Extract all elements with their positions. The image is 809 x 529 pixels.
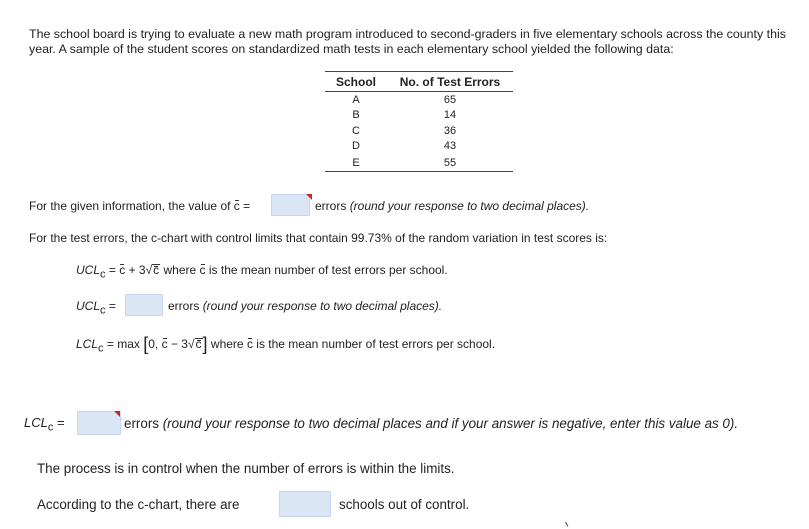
sqrt-radicand [152, 264, 160, 276]
ucl-answer-lhs: UCL [76, 299, 101, 313]
school-cell: A [352, 93, 360, 106]
ucl-formula [76, 263, 448, 280]
school-cell: B [352, 109, 360, 122]
ucl-suffix-line [168, 299, 442, 313]
lcl-zero: 0, [148, 337, 159, 351]
lcl-suffix-line [124, 416, 738, 431]
right-bracket-icon: ] [202, 334, 208, 354]
sqrt-icon: √ [145, 263, 153, 277]
ucl-answer-eq: = [108, 299, 116, 313]
errors-cell: 43 [443, 140, 457, 153]
table-row [325, 154, 513, 172]
lcl-answer-suffix: errors [124, 416, 159, 431]
errors-cell: 65 [443, 93, 457, 106]
ucl-sub: c [100, 268, 106, 281]
ucl-lhs: UCL [76, 263, 101, 277]
lcl-answer-note: (round your response to two decimal places and if your answer is negative, enter this value as 0). [162, 416, 739, 431]
lcl-where: where [210, 337, 244, 351]
sqrt-radicand [195, 338, 203, 350]
q1-prefix: For the given information, the value of [29, 199, 231, 213]
c-bar-symbol: c [161, 337, 168, 351]
ucl-input[interactable] [125, 294, 163, 316]
table-row [325, 92, 513, 108]
table-row [325, 108, 513, 124]
chart-intro: For the test errors, the c-chart with control limits that contain 99.73% of the random variation in test scores is: [29, 231, 608, 245]
ucl-answer-suffix: errors [168, 299, 200, 313]
ucl-where: where [163, 263, 197, 277]
school-cell: E [325, 154, 387, 172]
c-bar-symbol: c [153, 263, 160, 277]
school-cell: C [352, 124, 360, 137]
problem-intro: The school board is trying to evaluate a new math program introduced to second-graders in five elementary schools across the county this year. A sample of the student scores on standardized math tests in each elementary school yielded the following data: [29, 27, 786, 56]
lcl-lhs: LCL [76, 337, 99, 351]
lcl-formula [76, 334, 495, 355]
ucl-eq: = [108, 263, 116, 277]
data-table [325, 71, 513, 172]
header-school: School [325, 72, 387, 92]
q1-eq: = [243, 199, 251, 213]
lcl-desc: is the mean number of test errors per school. [256, 337, 496, 351]
ucl-answer-sub: c [100, 304, 106, 317]
table-row [325, 139, 513, 155]
q1-note: (round your response to two decimal places). [349, 199, 590, 213]
out-of-control-suffix: schools out of control. [339, 497, 470, 512]
ucl-answer-label [76, 299, 116, 316]
lcl-minus: − 3 [170, 337, 188, 351]
c-bar-symbol: c [119, 263, 126, 277]
lcl-answer-lhs: LCL [24, 415, 48, 430]
lcl-sub: c [98, 342, 104, 355]
ucl-plus: + 3 [128, 263, 146, 277]
table-header-row [325, 72, 513, 92]
q1-line [29, 199, 250, 213]
lcl-answer-label [24, 415, 65, 434]
out-of-control-prefix: According to the c-chart, there are [37, 497, 240, 512]
lcl-eq: = max [106, 337, 140, 351]
c-bar-input[interactable] [271, 194, 310, 216]
error-flag-icon [306, 194, 312, 200]
q1-suffix: errors [315, 199, 347, 213]
lcl-answer-eq: = [56, 415, 65, 430]
lcl-answer-sub: c [47, 421, 54, 434]
c-bar-symbol: c [233, 199, 240, 213]
table-row [325, 123, 513, 139]
sqrt-icon: √ [187, 337, 195, 351]
ucl-desc: is the mean number of test errors per school. [208, 263, 448, 277]
q1-suffix-line [315, 199, 589, 213]
errors-cell: 14 [443, 109, 457, 122]
left-bracket-icon: [ [143, 334, 149, 354]
errors-cell: 36 [443, 124, 457, 137]
errors-cell: 55 [387, 154, 513, 172]
c-bar-symbol: c [199, 263, 206, 277]
header-errors: No. of Test Errors [387, 72, 513, 92]
process-text: The process is in control when the number of errors is within the limits. [37, 461, 455, 476]
cursor-mark-icon [565, 520, 571, 526]
out-of-control-input[interactable] [279, 491, 331, 517]
c-bar-symbol: c [195, 337, 202, 351]
c-bar-symbol: c [246, 337, 253, 351]
ucl-answer-note: (round your response to two decimal places). [202, 299, 443, 313]
error-flag-icon [114, 411, 120, 417]
school-cell: D [352, 140, 360, 153]
